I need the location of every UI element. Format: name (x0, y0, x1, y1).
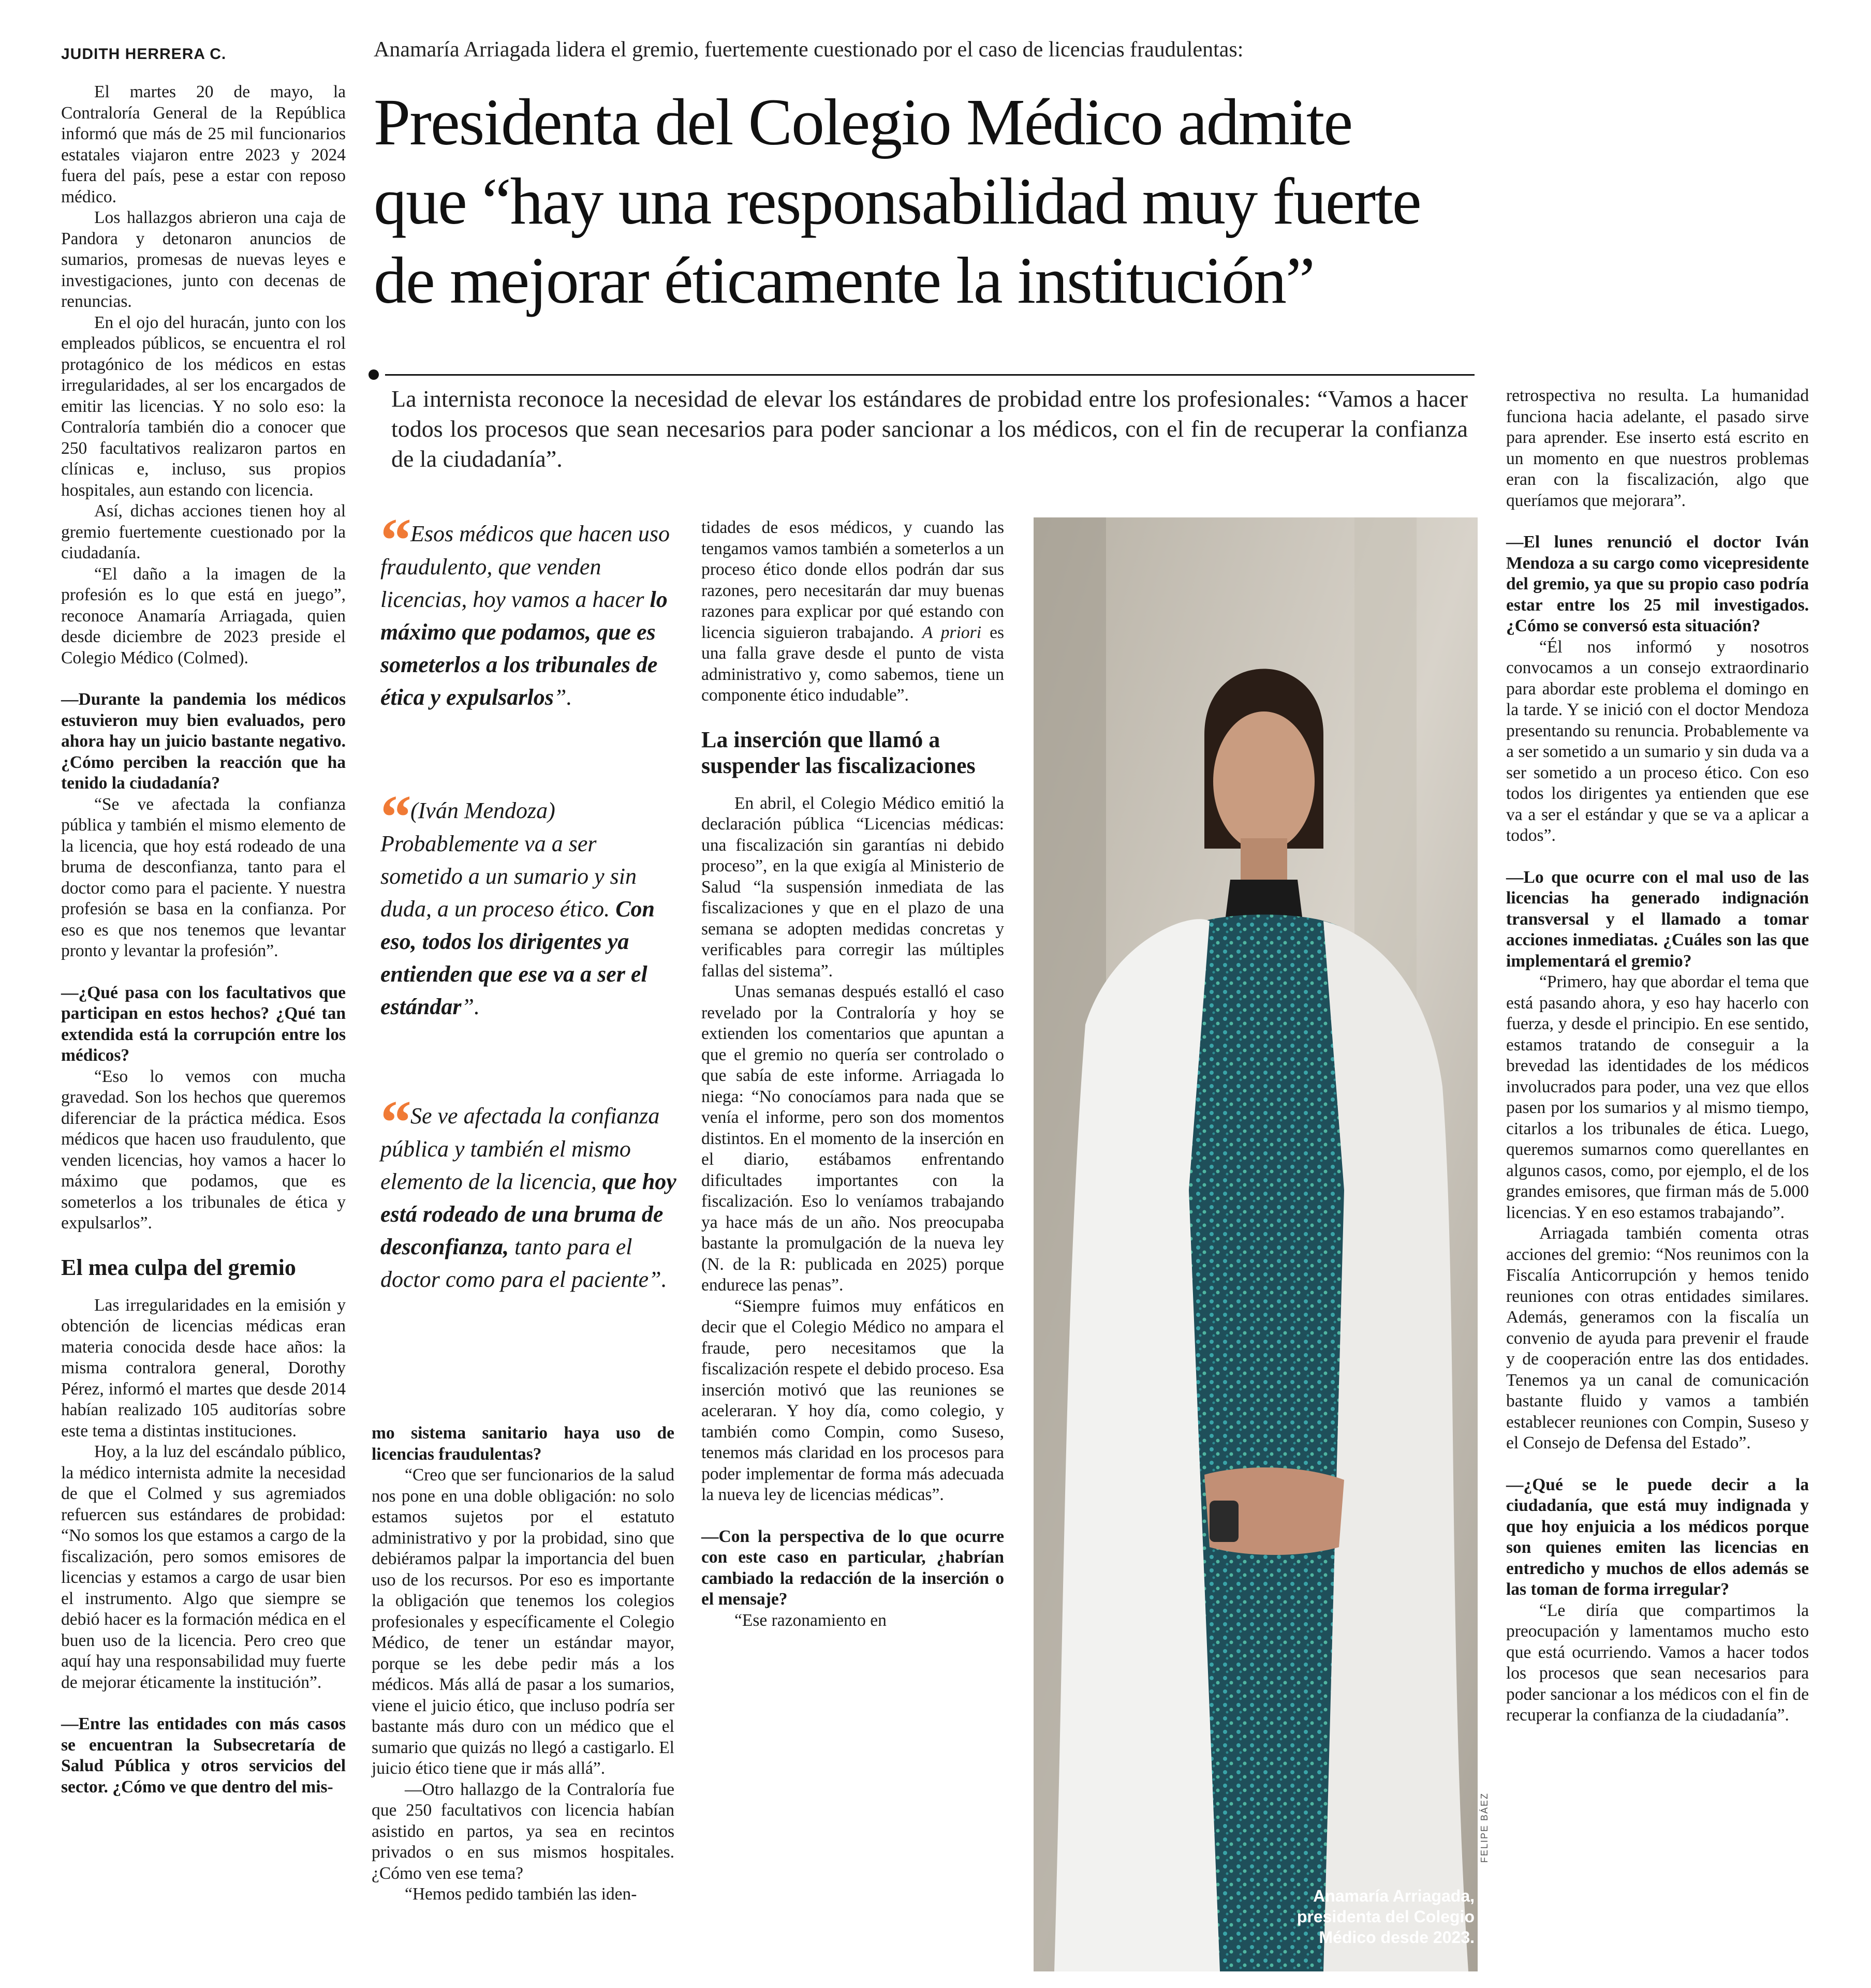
headline-line: de mejorar éticamente la institución” (374, 244, 1314, 317)
paragraph: El martes 20 de mayo, la Contraloría General de la República informó que más de 25 mil funcionarios estatales viajaron entre 2023 y 2024 fuera del país, pese a estar con reposo médico. (61, 82, 346, 206)
paragraph: “El daño a la imagen de la profesión es lo que está en juego”, reconoce Anamaría Arriagada, quien desde diciembre de 2023 preside el Colegio Médico (Colmed). (61, 564, 346, 667)
interview-question: —Durante la pandemia los médicos estuvieron muy bien evaluados, pero ahora hay un juicio bastante negativo. ¿Cómo perciben la reacción que ha tenido la ciudadanía? (61, 690, 346, 793)
paragraph: Los hallazgos abrieron una caja de Pandora y detonaron anuncios de sumarios, promesas de nuevas leyes e investigaciones, junto con decenas de renuncias. (61, 208, 346, 311)
interview-question: —El lunes renunció el doctor Iván Mendoza a su cargo como vicepresidente del gremio, ya que su propio caso podría estar entre los 25 mil investigados. ¿Cómo se conversó esta situación? (1506, 532, 1809, 635)
interview-question: —¿Qué pasa con los facultativos que participan en estos hechos? ¿Qué tan extendida está la corrupción entre los médicos? (61, 983, 346, 1065)
byline: JUDITH HERRERA C. (61, 46, 227, 63)
portrait-photo (1034, 517, 1478, 1971)
column-4 (1506, 385, 1809, 1726)
paragraph: —Otro hallazgo de la Contraloría fue que 250 facultativos con licencia habían asistido en partos, ya sea en recintos privados o en sus mismos hospitales. ¿Cómo ven ese tema? (372, 1779, 674, 1883)
section-heading: El mea culpa del gremio (61, 1254, 296, 1280)
paragraph: Hoy, a la luz del escándalo público, la médico internista admite la necesidad de que el Colmed y sus agremiados refuercen sus estándares de probidad: “No somos los que estamos a cargo de la fiscalización, pero somos emisores de licencias y estamos a cargo de usar bien el instrumento. Algo que siempre se debió hacer es la formación médica en el buen uso de la licencia. Pero creo que aquí hay una responsabilidad muy fuerte de mejorar éticamente la institución”. (61, 1442, 346, 1692)
paragraph: Las irregularidades en la emisión y obtención de licencias médicas eran materia conocida desde hace años: la misma contralora general, Dorothy Pérez, informó el martes que desde 2014 habían realizado 105 auditorías sobre este tema a distintas instituciones. (61, 1295, 346, 1441)
interview-question: —Entre las entidades con más casos se encuentran la Subsecretaría de Salud Pública y otros servicios del sector. ¿Cómo ve que dentro del mis- (61, 1714, 346, 1797)
kicker: Anamaría Arriagada lidera el gremio, fuertemente cuestionado por el caso de licencias fraudulentas: (374, 38, 1244, 62)
interview-question: —¿Qué se le puede decir a la ciudadanía, que está muy indignada y que hoy enjuicia a los médicos porque son quienes emiten las licencias en entredicho y muchos de ellos además se las toman de forma irregular? (1506, 1475, 1809, 1599)
paragraph: Así, dichas acciones tienen hoy al gremio fuertemente cuestionado por la ciudadanía. (61, 501, 346, 562)
paragraph: “Siempre fuimos muy enfáticos en decir que el Colegio Médico no ampara el fraude, pero necesitamos que la fiscalización respete el debido proceso. Esa inserción motivó que las reuniones se aceleraran. Y hoy día, como colegio, y también como Compin, como Suseso, tenemos más claridad en los procesos para poder implementar de forma más adecuada la nueva ley de licencias médicas”. (701, 1296, 1004, 1504)
paragraph: “Eso lo vemos con mucha gravedad. Son los hechos que queremos diferenciar de la práctica médica. Esos médicos que hacen uso fraudulento, que venden licencias, hoy vamos a hacer lo máximo que podamos, que es someterlos a los tribunales de ética y expulsarlos”. (61, 1066, 346, 1233)
quote-mark-icon: “ (380, 1088, 404, 1156)
paragraph: En el ojo del huracán, junto con los empleados públicos, se encuentra el rol protagónico de los médicos en estas irregularidades, al ser los encargados de emitir las licencias. Y no solo eso: la Contraloría también dio a conocer que 250 facultativos realizaron partos en clínicas e, incluso, sus propios hospitales, aun estando con licencia. (61, 313, 346, 500)
paragraph: “Creo que ser funcionarios de la salud nos pone en una doble obligación: no solo estamos sujetos por el estatuto administrativo y por la probidad, sino que debiéramos palpar la importancia del buen uso de los recursos. Por eso es importante la obligación que tenemos los colegios profesionales y específicamente el Colegio Médico, de tener un estándar mayor, porque se les debe pedir más a los médicos. Más allá de pasar a los sumarios, viene el juicio ético, que incluso podría ser bastante más duro con un médico que el sumario que quizás no llegó a castigarlo. El juicio ético tiene que ir más allá”. (372, 1465, 674, 1778)
paragraph: “Le diría que compartimos la preocupación y lamentamos mucho esto que está ocurriendo. Vamos a hacer todos los procesos que sean necesarios para poder sancionar a los médicos con el fin de recuperar la confianza de la ciudadanía”. (1506, 1600, 1809, 1725)
paragraph: retrospectiva no resulta. La humanidad funciona hacia adelante, el pasado sirve para aprender. Ese inserto está escrito en un momento en que nuestros problemas eran con la fiscalización, algo que queríamos que mejorara”. (1506, 386, 1809, 510)
pull-quote: “ Esos médicos que hacen uso fraudulento, que venden licencias, hoy vamos a hacer lo máximo que podamos, que es someterlos a los tribunales de ética y expulsarlos”. (380, 506, 670, 710)
paragraph: “Ese razonamiento en (734, 1610, 887, 1630)
interview-question: —Lo que ocurre con el mal uso de las licencias ha generado indignación transversal y el llamado a tomar acciones inmediatas. ¿Cuáles son las que implementará el gremio? (1506, 867, 1809, 971)
interview-question: —Con la perspectiva de lo que ocurre con este caso en particular, ¿habrían cambiado la redacción de la inserción o el mensaje? (701, 1526, 1004, 1609)
paragraph: “Se ve afectada la confianza pública y también el mismo elemento de la licencia, que hoy está rodeado de una bruma de desconfianza, tanto para el doctor como para el paciente. Y nuestra profesión se basa en la confianza. Por eso es que nos tenemos que levantar pronto y levantar la profesión”. (61, 794, 346, 960)
column-2 (372, 1423, 674, 1905)
interview-question: mo sistema sanitario haya uso de licencias fraudulentas? (372, 1423, 674, 1464)
portrait-illustration-icon (1034, 517, 1478, 1971)
deck: La internista reconoce la necesidad de elevar los estándares de probidad entre los profesionales: “Vamos a hacer todos los procesos que sean necesarios para poder sancionar a los médicos, con el fin de recuperar la confianza de la ciudadanía”. (391, 385, 1468, 472)
paragraph: “Él nos informó y nosotros convocamos a un consejo extraordinario para abordar este problema el domingo en la tarde. Y se inició con el doctor Mendoza presentando su renuncia. Probablemente va a ser sometido a un sumario y sin duda va a ser sometido a un proceso ético. Con eso todos los dirigentes ya entienden que ese va a ser el estándar y que se va a aplicar a todos”. (1506, 637, 1809, 845)
deck-rule (385, 374, 1475, 376)
column-1 (61, 82, 346, 1798)
paragraph: En abril, el Colegio Médico emitió la declaración pública “Licencias médicas: una fiscalización sin garantías ni debido proceso”, en la que exigía al Ministerio de Salud “la suspensión inmediata de las fiscalizaciones y que en el plazo de una semana se adopten medidas concretas y verificables para corregir las múltiples fallas del sistema”. (701, 793, 1004, 981)
quote-mark-icon: “ (380, 782, 404, 851)
paragraph: “Primero, hay que abordar el tema que está pasando ahora, y eso hay hacerlo con fuerza, y desde el principio. En ese sentido, estamos tratando de conseguir a la brevedad las identidades de los médicos involucrados para poder, una vez que ellos pasen por los sumarios y al mismo tiempo, citarlos a los tribunales de ética. Luego, queremos sumarnos como querellantes en algunos casos, como, por ejemplo, el de los grandes emisores, que firman más de 5.000 licencias. Y en eso estamos trabajando”. (1506, 972, 1809, 1222)
photo-caption: Anamaría Arriagada, presidenta del Colegio Médico desde 2023. (1297, 1887, 1475, 1947)
headline (374, 83, 1859, 320)
pull-quote: “ Se ve afectada la confianza pública y también el mismo elemento de la licencia, que hoy está rodeado de una bruma de desconfianza, tanto para el doctor como para el paciente”. (380, 1088, 676, 1292)
column-3 (701, 517, 1004, 1631)
pull-quote: “ (Iván Mendoza) Probablemente va a ser sometido a un sumario y sin duda, a un proceso ético. Con eso, todos los dirigentes ya entienden que ese va a ser el estándar”. (380, 782, 655, 1019)
photo-credit: FELIPE BÁEZ (1479, 1792, 1490, 1863)
section-heading: La inserción que llamó a suspender las fiscalizaciones (701, 726, 976, 778)
headline-line: que “hay una responsabilidad muy fuerte (374, 165, 1421, 238)
paragraph: Arriagada también comenta otras acciones del gremio: “Nos reunimos con la Fiscalía Anticorrupción y hemos tenido reuniones con otras entidades similares. Además, generamos con la fiscalía un convenio de ayuda para prevenir el fraude y de cooperación entre las dos entidades. Tenemos ya un canal de comunicación bastante fluido y vamos a también establecer reuniones con Compin, Suseso y el Consejo de Defensa del Estado”. (1506, 1224, 1809, 1452)
paragraph: tidades de esos médicos, y cuando las tengamos vamos también a someterlos a un proceso ético donde ellos podrán dar sus razones, pero necesitarán dar muy buenas razones para explicar por qué estando con licencia siguieron trabajando. A priori es una falla grave desde el punto de vista administrativo y, como sabemos, tiene un componente ético indudable”. (701, 518, 1004, 705)
quote-mark-icon: “ (380, 506, 404, 574)
paragraph: Unas semanas después estalló el caso revelado por la Contraloría y hoy se extienden los comentarios que apuntan a que el gremio no quería ser controlado o que sabía de este informe. Arriagada lo niega: “No conocíamos para nada que se venía el informe, pero son dos momentos distintos. En el momento de la inserción en el diario, estábamos enfrentando dificultades importantes con la fiscalización. Eso lo veníamos trabajando ya hace más de un año. Nos preocupaba bastante la promulgación de la nueva ley (N. de la R: publicada en 2025) porque endurece las penas”. (701, 982, 1004, 1295)
paragraph: “Hemos pedido también las iden- (405, 1885, 637, 1904)
deck-bullet (369, 369, 379, 380)
headline-line: Presidenta del Colegio Médico admite (374, 85, 1352, 159)
